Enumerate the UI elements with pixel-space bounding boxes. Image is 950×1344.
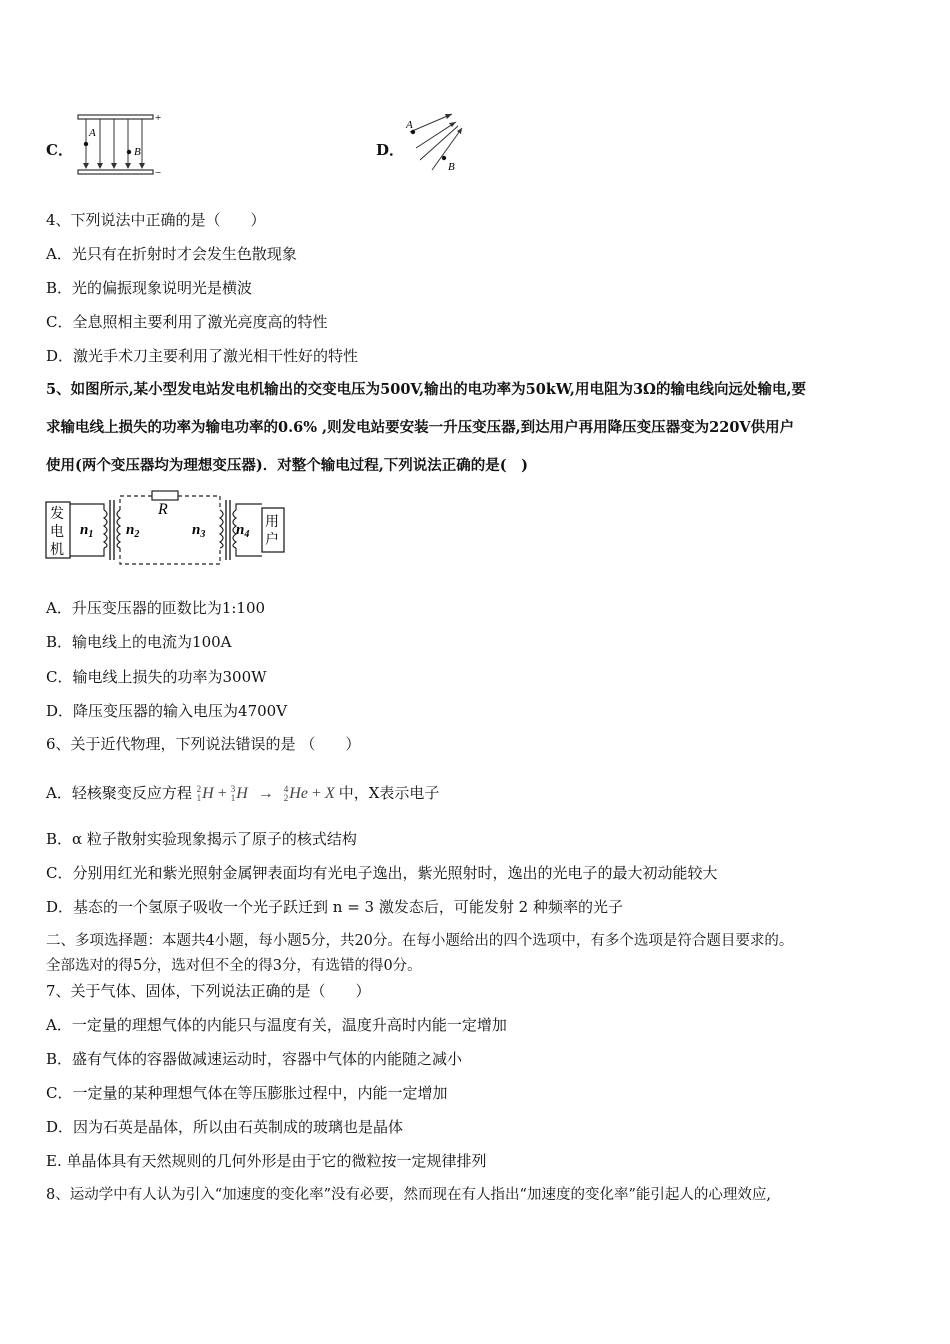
label-n3: $n_3$ [192,522,206,540]
q4-stem: 4、下列说法中正确的是（ ） [46,211,266,229]
generator-char-2: 电 [50,524,64,540]
q7-option-d: D．因为石英是晶体，所以由石英制成的玻璃也是晶体 [46,1118,404,1136]
q3-figure-c [74,110,166,180]
q8-stem: 8、运动学中有人认为引入“加速度的变化率”没有必要，然而现在有人指出“加速度的变化率”能引起人的心理效应, [46,1187,771,1203]
q5-option-a: A．升压变压器的匝数比为1:100 [46,599,266,617]
point-b [127,150,131,154]
q5-stem-line-3: 使用(两个变压器均为理想变压器)．对整个输电过程,下列说法正确的是( ) [46,457,528,474]
q7-option-a: A．一定量的理想气体的内能只与温度有关，温度升高时内能一定增加 [46,1016,507,1034]
q5-circuit-diagram [44,488,294,566]
point-b [442,156,446,160]
q4-option-d: D．激光手术刀主要利用了激光相干性好的特性 [46,347,359,365]
q5-option-d: D．降压变压器的输入电压为4700V [46,702,288,720]
q7-stem: 7、关于气体、固体，下列说法正确的是（ ） [46,982,371,1000]
h2-isotope-numbers: 2 1 [196,784,202,804]
resistor-r [152,491,178,500]
label-minus: − [155,167,162,179]
positive-plate [78,115,153,119]
q5-option-b: B．输电线上的电流为100A [46,633,232,651]
q4-option-b: B．光的偏振现象说明光是横波 [46,279,253,297]
q6-option-c: C．分别用红光和紫光照射金属钾表面均有光电子逸出，紫光照射时，逸出的光电子的最大初动能较大 [46,864,718,882]
q6-option-a-suffix: 中，X表示电子 [338,784,440,802]
section2-line-1: 二、多项选择题：本题共4小题，每小题5分，共20分。在每小题给出的四个选项中，有多个选项是符合题目要求的。 [46,933,794,949]
label-b: B [448,161,455,173]
q6-option-a [46,783,439,804]
point-a [84,142,88,146]
he-isotope-numbers: 4 2 [283,784,289,804]
q7-option-e: E. 单晶体具有天然规则的几何外形是由于它的微粒按一定规律排列 [46,1152,487,1170]
q6-option-d: D．基态的一个氢原子吸收一个光子跃迁到 n = 3 激发态后，可能发射 2 种频率的光子 [46,898,623,916]
label-a: A [406,119,413,131]
q7-option-b: B．盛有气体的容器做减速运动时，容器中气体的内能随之减小 [46,1050,463,1068]
q7-option-c: C．一定量的某种理想气体在等压膨胀过程中，内能一定增加 [46,1084,448,1102]
label-n2: $n_2$ [126,522,140,540]
q6-option-b: B．α 粒子散射实验现象揭示了原子的核式结构 [46,830,357,848]
q5-option-c: C．输电线上损失的功率为300W [46,668,267,686]
label-n4: $n_4$ [236,522,250,540]
label-a: A [89,127,96,139]
label-r: R [158,501,168,518]
label-plus: + [155,112,162,124]
user-char-1: 用 [265,514,279,530]
q4-option-a: A．光只有在折射时才会发生色散现象 [46,245,297,263]
h3-isotope-numbers: 3 1 [230,784,236,804]
fusion-equation: 2 1H + 3 1H → 4 2He + X [196,784,335,804]
negative-plate [78,170,153,174]
label-b: B [134,146,141,158]
q6-stem: 6、关于近代物理，下列说法错误的是 （ ） [46,735,361,753]
q3-option-c-label: C． [46,141,73,159]
generator-char-3: 机 [50,542,64,558]
q4-option-c: C．全息照相主要利用了激光亮度高的特性 [46,313,328,331]
section2-line-2: 全部选对的得5分，选对但不全的得3分，有选错的得0分。 [46,958,422,974]
q3-option-d-label: D． [376,141,405,159]
q6-option-a-prefix: A．轻核聚变反应方程 [46,784,192,802]
user-char-2: 户 [265,532,279,548]
q3-figure-d [402,108,472,178]
label-n1: $n_1$ [80,522,94,540]
q5-stem-line-1: 5、如图所示,某小型发电站发电机输出的交变电压为500V,输出的电功率为50kW,用电阻为3Ω的输电线向远处输电,要 [46,381,807,398]
generator-char-1: 发 [50,506,64,522]
q5-stem-line-2: 求输电线上损失的功率为输电功率的0.6% ,则发电站要安装一升压变压器,到达用户再用降压变压器变为220V供用户 [46,419,795,436]
